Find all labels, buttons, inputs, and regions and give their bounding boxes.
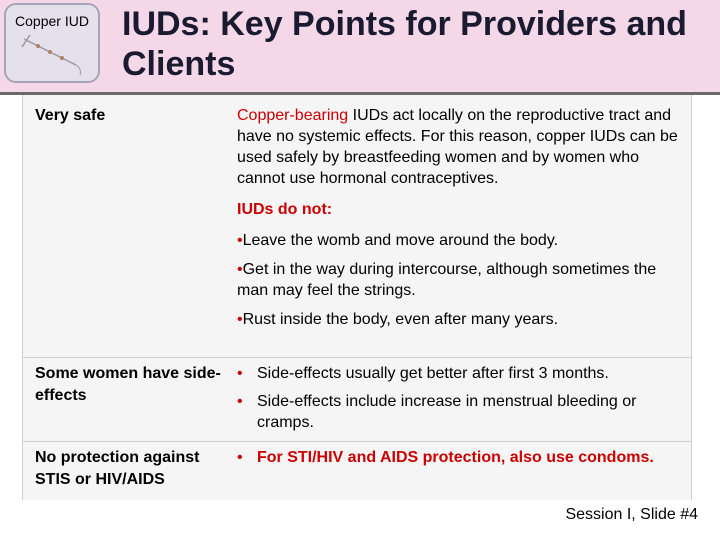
row-content-very-safe (237, 105, 683, 330)
list-item: •Rust inside the body, even after many years. (237, 311, 559, 328)
key-points-table (22, 95, 692, 500)
row-label-side-effects: Some women have side-effects (35, 365, 221, 404)
bullet-icon: • (237, 449, 243, 466)
list-item: •Get in the way during intercourse, although sometimes the man may feel the strings. (237, 261, 657, 299)
slide-title: IUDs: Key Points for Providers and Clients (122, 5, 687, 83)
row-content-side-effects (237, 363, 683, 433)
bullet-icon: • (237, 393, 243, 410)
iud-icon (16, 33, 88, 77)
list-item: •Leave the womb and move around the body. (237, 232, 559, 249)
logo-label: Copper IUD (15, 13, 89, 29)
copper-intro-paragraph (237, 105, 683, 189)
row-label-very-safe: Very safe (35, 107, 106, 124)
bullet-icon: • (237, 261, 243, 278)
slide-header (0, 0, 720, 95)
copper-intro-text: IUDs act locally on the reproductive tract and have no systemic effects. For this reason, copper IUDs can be used safely by breastfeeding women and by women who cannot use hormonal contraceptives. (237, 107, 678, 187)
list-item: • For STI/HIV and AIDS protection, also use condoms. (237, 449, 654, 466)
bullet-icon: • (237, 311, 243, 328)
bullet-icon: • (237, 232, 243, 249)
copper-iud-logo (4, 3, 100, 83)
slide-number: Session I, Slide #4 (565, 506, 698, 523)
row-divider (23, 441, 691, 442)
iuds-do-not-heading: IUDs do not: (237, 201, 333, 218)
row-label-no-protection: No protection against STIS or HIV/AIDS (35, 449, 200, 488)
copper-bearing-highlight: Copper-bearing (237, 107, 349, 124)
row-content-no-protection (237, 447, 683, 468)
row-divider (23, 357, 691, 358)
list-item: • Side-effects usually get better after first 3 months. (237, 365, 609, 382)
list-item: • Side-effects include increase in menstrual bleeding or cramps. (237, 393, 637, 431)
bullet-icon: • (237, 365, 243, 382)
